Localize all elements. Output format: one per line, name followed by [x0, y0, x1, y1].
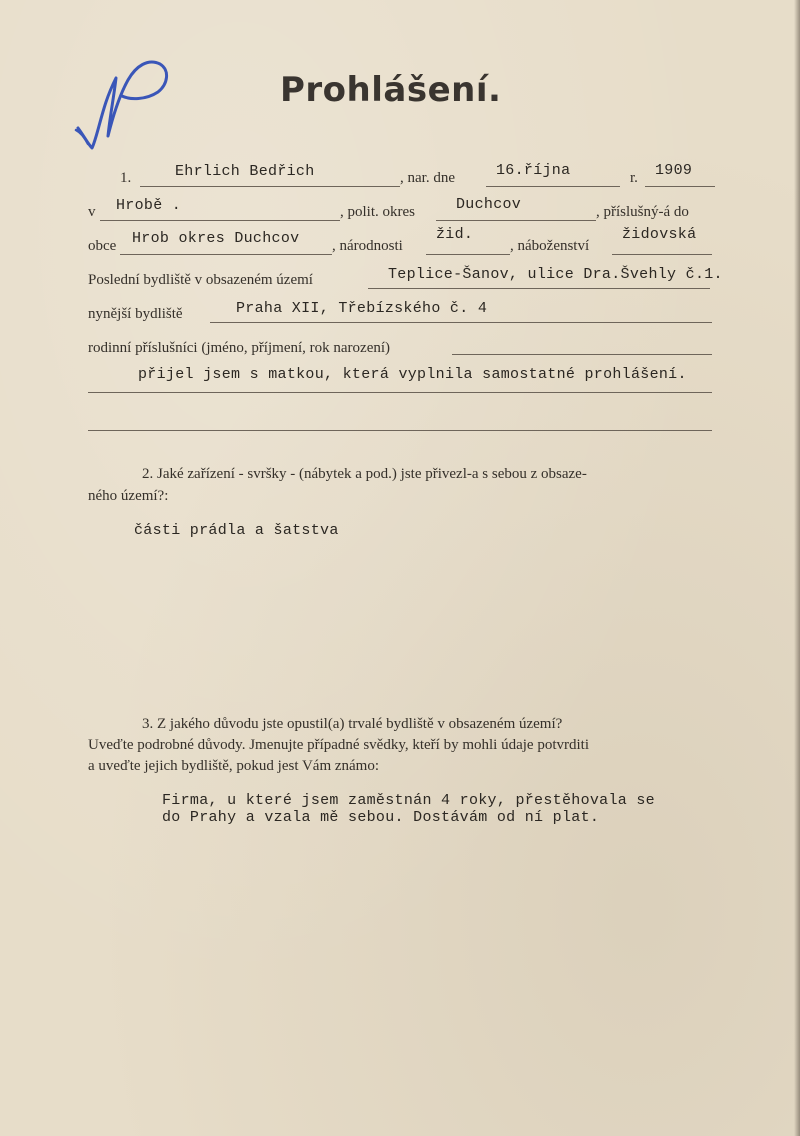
born-day-value: 16.října — [496, 162, 571, 179]
religion-value: židovská — [622, 226, 697, 243]
religion-line — [612, 254, 712, 255]
nationality-label: , národnosti — [332, 238, 403, 254]
municipality-line — [120, 254, 332, 255]
section3-question-line2: Uveďte podrobné důvody. Jmenujte případné svědky, kteří by mohli údaje potvrditi — [88, 737, 589, 753]
district-line — [436, 220, 596, 221]
born-label: , nar. dne — [400, 170, 455, 186]
page-edge-shadow — [794, 0, 800, 1136]
municipality-label: obce — [88, 238, 117, 254]
family-line-3 — [88, 430, 712, 431]
current-residence-label: nynější bydliště — [88, 306, 183, 322]
current-residence-line — [210, 322, 712, 323]
born-day-line — [486, 186, 620, 187]
municipality-value: Hrob okres Duchcov — [132, 230, 300, 247]
current-residence-value: Praha XII, Třebízského č. 4 — [236, 300, 488, 317]
nationality-value: žid. — [436, 226, 474, 243]
section3-answer-line2: do Prahy a vzala mě sebou. Dostávám od ní plat. — [162, 809, 600, 826]
religion-label: , náboženství — [510, 238, 590, 254]
last-residence-label: Poslední bydliště v obsazeném území — [88, 272, 313, 288]
last-residence-line — [368, 288, 710, 289]
district-label: , polit. okres — [340, 204, 415, 220]
section3-question-line1: 3. Z jakého důvodu jste opustil(a) trvalé bydliště v obsazeném území? — [142, 716, 563, 732]
belongs-label: , příslušný-á do — [596, 204, 689, 220]
handwritten-signature-mark — [70, 40, 180, 160]
name-value: Ehrlich Bedřich — [175, 163, 315, 180]
family-value: přijel jsem s matkou, která vyplnila samostatné prohlášení. — [138, 366, 687, 383]
family-label: rodinní příslušníci (jméno, příjmení, rok narození) — [88, 340, 391, 356]
document-title: Prohlášení. — [280, 70, 502, 110]
family-line-2 — [88, 392, 712, 393]
name-line — [140, 186, 400, 187]
birthplace-value: Hrobě . — [116, 197, 182, 214]
nationality-line — [426, 254, 510, 255]
year-label: r. — [630, 170, 638, 186]
section2-question-line2: ného území?: — [88, 488, 169, 504]
born-year-value: 1909 — [655, 162, 693, 179]
birthplace-line — [100, 220, 340, 221]
last-residence-value: Teplice-Šanov, ulice Dra.Švehly č.1. — [388, 266, 723, 283]
section2-answer: části prádla a šatstva — [134, 522, 339, 539]
district-value: Duchcov — [456, 196, 522, 213]
section3-answer-line1: Firma, u které jsem zaměstnán 4 roky, přestěhovala se — [162, 792, 655, 809]
section1-number: 1. — [120, 170, 132, 186]
family-line-1 — [452, 354, 712, 355]
section3-question-line3: a uveďte jejich bydliště, pokud jest Vám známo: — [88, 758, 380, 774]
year-line — [645, 186, 715, 187]
in-label: v — [88, 204, 96, 220]
section2-question-line1: 2. Jaké zařízení - svršky - (nábytek a pod.) jste přivezl-a s sebou z obsaze- — [142, 466, 587, 482]
